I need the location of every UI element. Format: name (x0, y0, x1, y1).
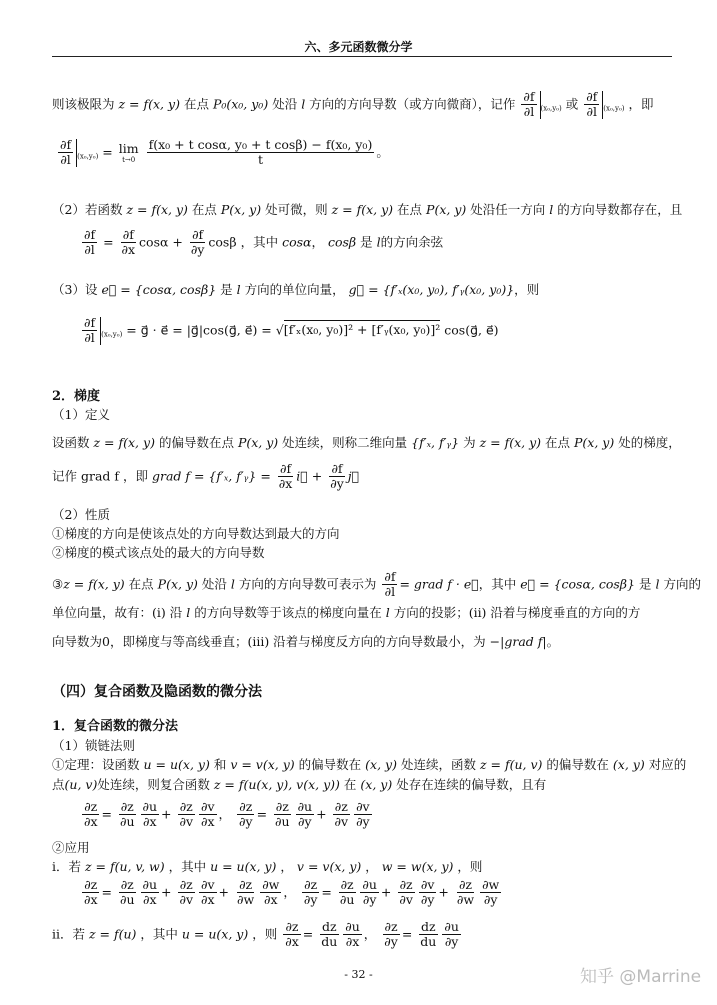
chain-rule-equations: $\frac{\partial z}{\partial x}$ = $\frac{\partial z}{\partial u}$ $\frac{\partial u}{\partial x}$ + $\frac{\partial z}{\partial v}$ $\frac{\partial v}{\partial x}$ ， $\frac{\partial z}{\partial y}$ = $\frac{\partial z}{\partial u}$ $\frac{\partial u}{\partial y}$ + $\frac{\partial z}{\partial v}$ $\frac{\partial v}{\partial y}$ (84, 799, 370, 830)
gradient-property-1: ①梯度的方向是使该点处的方向导数达到最大的方向 (52, 526, 340, 541)
direction-cosine-formula: $\frac{\partial f}{\partial l}$ = $\frac{\partial f}{\partial x}$ cosα + $\frac{\partial f}{\partial y}$ cosβ ，其中 cosα， cosβ 是 l的方向余弦 (84, 227, 444, 258)
differentiable-statement: （2）若函数 z = f(x, y) 在点 P(x, y) 处可微，则 z = f(x, y) 在点 P(x, y) 处沿任一方向 l 的方向导数都存在，且 (52, 202, 683, 217)
gradient-definition: 设函数 z = f(x, y) 的偏导数在点 P(x, y) 处连续，则称二维向量 {f′ₓ, f′ᵧ} 为 z = f(x, y) 在点 P(x, y) 处的梯度， (52, 435, 681, 450)
watermark: 知乎 @Marrine (580, 967, 702, 987)
gradient-property-2: ②梯度的模式该点处的最大的方向导数 (52, 545, 265, 560)
limit-formula: $\frac{\partial f}{\partial l}$ $_{(x_0,y_0)}$ = lim t→0 $\frac{\text{f(x₀ + t cosα, y₀ + t cosβ) − f(x₀, y₀)}}{t}$ 。 (60, 137, 389, 168)
header-rule (52, 56, 672, 57)
page-header: 六、多元函数微分学 (304, 40, 413, 54)
section-heading: （四）复合函数及隐函数的微分法 (52, 684, 262, 700)
gradient-definition-label: （1）定义 (52, 407, 110, 422)
directional-derivative-definition: 则该极限为 z = f(x, y) 在点 P₀(x₀, y₀) 处沿 l 方向的方向导数（或方向微商），记作 $\frac{\partial f}{\partial l}$ $_{(x_0,y_0)}$ 或 $\frac{\partial f}{\partial l}$ $_{(x_0,y_0)}$ ，即 (52, 89, 654, 120)
subsection-heading: 1．复合函数的微分法 (52, 719, 179, 734)
gradient-heading: 2．梯度 (52, 389, 101, 404)
application-ii: ii．若 z = f(u) ，其中 u = u(x, y) ，则 $\frac{\partial z}{\partial x}$ = $\frac{dz}{du}$ $\frac{\partial u}{\partial x}$ ， $\frac{\partial z}{\partial y}$ = $\frac{dz}{du}$ $\frac{\partial u}{\partial y}$ (52, 919, 459, 950)
chain-rule-theorem-cont: 点(u, v)处连续，则复合函数 z = f(u(x, y), v(x, y)) 在 (x, y) 处存在连续的偏导数，且有 (52, 777, 547, 792)
gradient-notation: 记作 grad f ，即 grad f = {f′ₓ, f′ᵧ} = $\frac{\partial f}{\partial x}$ i⃗ + $\frac{\partial f}{\partial y}$ j⃗ (52, 461, 360, 492)
gradient-property-3-cont-2: 向导数为0，即梯度与等高线垂直；(ⅲ) 沿着与梯度反方向的方向导数最小，为 −|grad f|。 (52, 634, 560, 649)
gradient-properties-label: （2）性质 (52, 507, 110, 522)
gradient-property-3-cont-1: 单位向量，故有：(ⅰ) 沿 l 的方向导数等于该点的梯度向量在 l 方向的投影；(ⅱ) 沿着与梯度垂直的方向的方 (52, 605, 641, 620)
unit-vector-statement: （3）设 e⃗ = {cosα, cosβ} 是 l 方向的单位向量， g⃗ = {f′ₓ(x₀, y₀), f′ᵧ(x₀, y₀)}，则 (52, 282, 540, 297)
gradient-property-3: ③z = f(x, y) 在点 P(x, y) 处沿 l 方向的方向导数可表示为 $\frac{\partial f}{\partial l}$ = grad f · e⃗，其中 e⃗ = {cosα, cosβ} 是 l 方向的 (52, 569, 701, 600)
application-i-equations: $\frac{\partial z}{\partial x}$ = $\frac{\partial z}{\partial u}$ $\frac{\partial u}{\partial x}$ + $\frac{\partial z}{\partial v}$ $\frac{\partial v}{\partial x}$ + $\frac{\partial z}{\partial w}$ $\frac{\partial w}{\partial x}$ ， $\frac{\partial z}{\partial y}$ = $\frac{\partial z}{\partial u}$ $\frac{\partial u}{\partial y}$ + $\frac{\partial z}{\partial v}$ $\frac{\partial v}{\partial y}$ + $\frac{\partial z}{\partial w}$ $\frac{\partial w}{\partial y}$ (84, 877, 500, 908)
dot-product-formula: $\frac{\partial f}{\partial l}$ $_{(x_0,y_0)}$ = g⃗ · e⃗ = |g⃗|cos(g⃗, e⃗) = √[f′ₓ(x₀, y₀)]² + [f′ᵧ(x₀, y₀)]² cos(g⃗, e⃗) (84, 315, 499, 346)
chain-rule-theorem: ①定理：设函数 u = u(x, y) 和 v = v(x, y) 的偏导数在 (x, y) 处连续，函数 z = f(u, v) 的偏导数在 (x, y) 对应的 (52, 757, 687, 772)
application-i: i．若 z = f(u, v, w) ，其中 u = u(x, y) ， v = v(x, y) ， w = w(x, y) ，则 (52, 859, 483, 874)
page-number: - 32 - (344, 968, 373, 981)
chain-rule-label: （1）锁链法则 (52, 738, 135, 753)
application-label: ②应用 (52, 840, 90, 855)
